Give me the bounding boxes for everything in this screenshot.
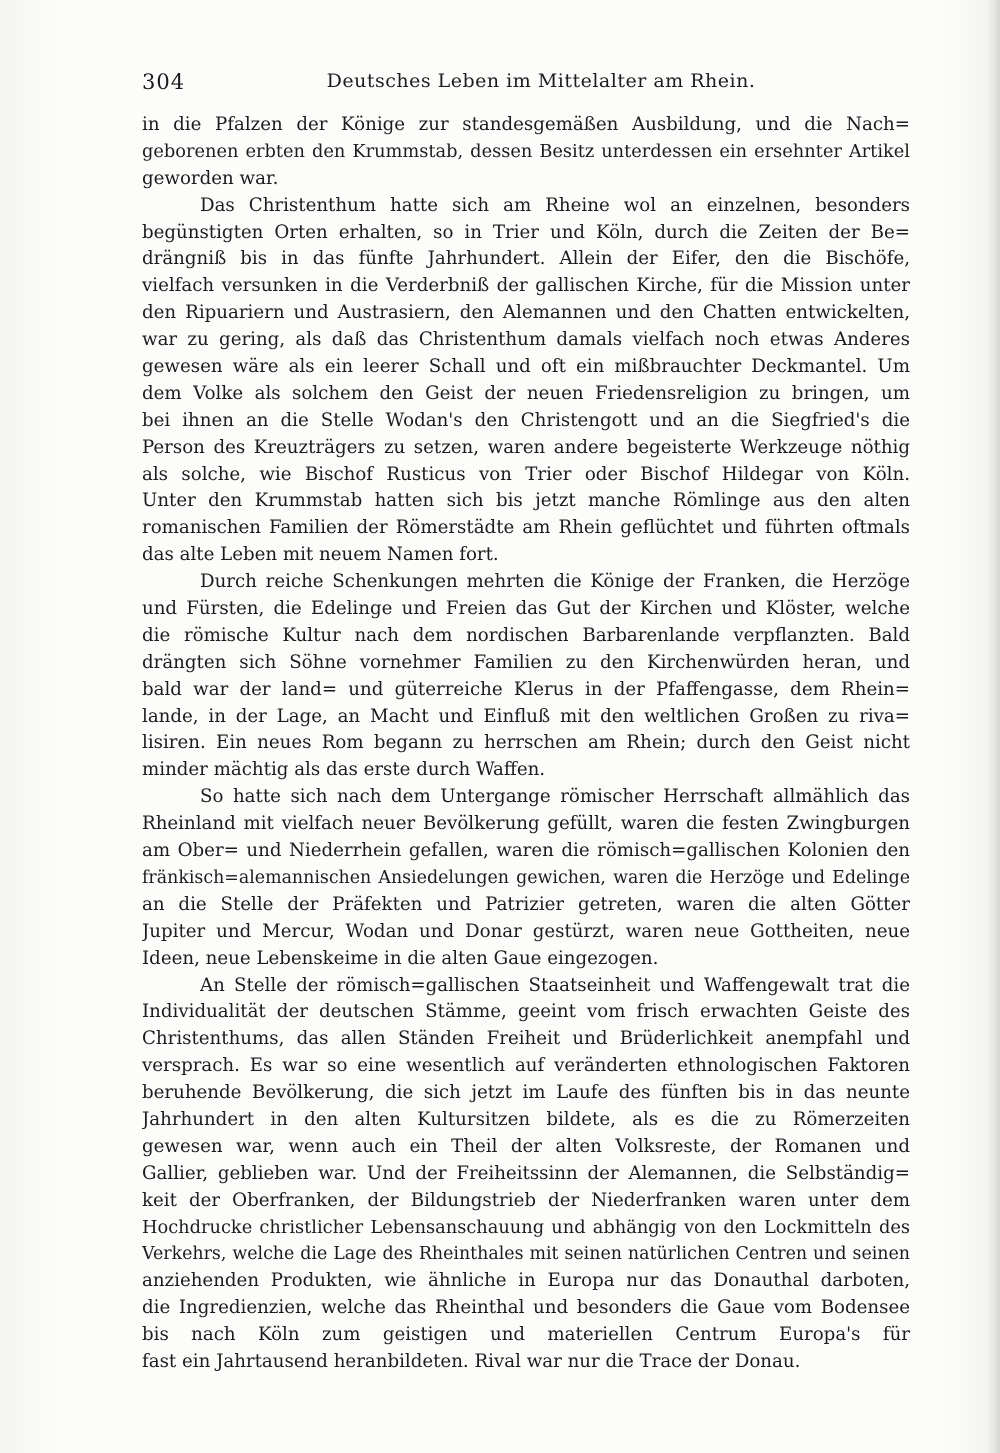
text-line: geworden war. [142,167,279,189]
text-line: An Stelle der römisch=gallischen Staatseinheit und Waffengewalt trat die [200,974,910,996]
page-number: 304 [142,70,186,94]
running-title: Deutsches Leben im Mittelalter am Rhein. [326,70,756,92]
text-line: fränkisch=alemannischen Ansiedelungen gewichen, waren die Herzöge und Edelinge [142,867,910,888]
text-line: versprach. Es war so eine wesentlich auf veränderten ethnologischen Faktoren [142,1055,910,1077]
text-line: den Ripuariern und Austrasiern, den Alemannen und den Chatten entwickelten, [142,302,910,324]
text-line: Jahrhundert in den alten Kultursitzen bildete, als es die zu Römerzeiten [142,1108,910,1130]
page-binding-shadow [986,0,1000,1453]
text-line: romanischen Familien der Römerstädte am Rhein geflüchtet und führten oftmals [142,517,910,539]
text-line: beruhende Bevölkerung, die sich jetzt im Laufe des fünften bis in das neunte [142,1082,910,1104]
text-line: keit der Oberfranken, der Bildungstrieb der Niederfranken waren unter dem [142,1189,910,1211]
text-line: an die Stelle der Präfekten und Patrizier getreten, waren die alten Götter [142,893,910,915]
text-line: dem Volke als solchem den Geist der neuen Friedensreligion zu bringen, um [142,382,910,404]
text-line: Das Christenthum hatte sich am Rheine wol an einzelnen, besonders [200,194,910,216]
body-text [142,112,910,1376]
text-line: Hochdrucke christlicher Lebensanschauung und abhängig von den Lockmitteln des [142,1216,910,1238]
text-line: Verkehrs, welche die Lage des Rheinthales mit seinen natürlichen Centren und seinen [142,1244,910,1265]
text-line: So hatte sich nach dem Untergange römischer Herrschaft allmählich das [200,786,910,808]
text-line: Gallier, geblieben war. Und der Freiheitssinn der Alemannen, die Selbständig= [142,1162,910,1184]
text-line: das alte Leben mit neuem Namen fort. [142,544,499,566]
text-line: Ideen, neue Lebenskeime in die alten Gaue eingezogen. [142,947,659,969]
text-line: als solche, wie Bischof Rusticus von Trier oder Bischof Hildegar von Köln. [142,463,910,485]
text-line: lande, in der Lage, an Macht und Einfluß mit den weltlichen Großen zu riva= [142,705,910,727]
text-line: die römische Kultur nach dem nordischen Barbarenlande verpflanzten. Bald [142,624,910,646]
text-line: Unter den Krummstab hatten sich bis jetzt manche Römlinge aus den alten [142,490,910,512]
text-line: bei ihnen an die Stelle Wodan's den Christengott und an die Siegfried's die [142,409,910,431]
text-line: und Fürsten, die Edelinge und Freien das Gut der Kirchen und Klöster, welche [142,598,910,620]
text-line: anziehenden Produkten, wie ähnliche in Europa nur das Donauthal darboten, [142,1270,910,1292]
text-line: gewesen war, wenn auch ein Theil der alten Volksreste, der Romanen und [142,1135,910,1157]
text-line: bald war der land= und güterreiche Klerus in der Pfaffengasse, dem Rhein= [142,678,910,700]
page-header [142,70,910,100]
text-line: minder mächtig als das erste durch Waffen. [142,759,546,781]
text-line: Person des Kreuzträgers zu setzen, waren andere begeisterte Werkzeuge nöthig [142,436,910,458]
text-line: Jupiter und Mercur, Wodan und Donar gestürzt, waren neue Gottheiten, neue [142,920,910,942]
text-line: Individualität der deutschen Stämme, geeint vom frisch erwachten Geiste des [142,1001,910,1023]
text-line: bis nach Köln zum geistigen und materiellen Centrum Europa's für [142,1324,910,1346]
text-line: war zu gering, als daß das Christenthum damals vielfach noch etwas Anderes [142,329,910,351]
text-line: Christenthums, das allen Ständen Freiheit und Brüderlichkeit anempfahl und [142,1028,910,1050]
text-line: lisiren. Ein neues Rom begann zu herrschen am Rhein; durch den Geist nicht [142,732,910,754]
text-line: fast ein Jahrtausend heranbildeten. Rival war nur die Trace der Donau. [142,1350,801,1372]
text-line: in die Pfalzen der Könige zur standesgemäßen Ausbildung, und die Nach= [142,114,910,135]
text-line: Durch reiche Schenkungen mehrten die Könige der Franken, die Herzöge [200,571,910,593]
text-line: die Ingredienzien, welche das Rheinthal und besonders die Gaue vom Bodensee [142,1297,910,1319]
text-line: vielfach versunken in die Verderbniß der gallischen Kirche, für die Mission unter [142,275,910,297]
text-line: Rheinland mit vielfach neuer Bevölkerung gefüllt, waren die festen Zwingburgen [142,813,910,835]
text-line: begünstigten Orten erhalten, so in Trier und Köln, durch die Zeiten der Be= [142,221,910,243]
text-line: drängniß bis in das fünfte Jahrhundert. Allein der Eifer, den die Bischöfe, [142,248,910,270]
text-line: geborenen erbten den Krummstab, dessen Besitz unterdessen ein ersehnter Artikel [142,140,910,162]
text-line: am Ober= und Niederrhein gefallen, waren die römisch=gallischen Kolonien den [142,840,910,862]
text-line: gewesen wäre als ein leerer Schall und oft ein mißbrauchter Deckmantel. Um [142,356,910,378]
text-line: drängten sich Söhne vornehmer Familien zu den Kirchenwürden heran, und [142,651,910,673]
